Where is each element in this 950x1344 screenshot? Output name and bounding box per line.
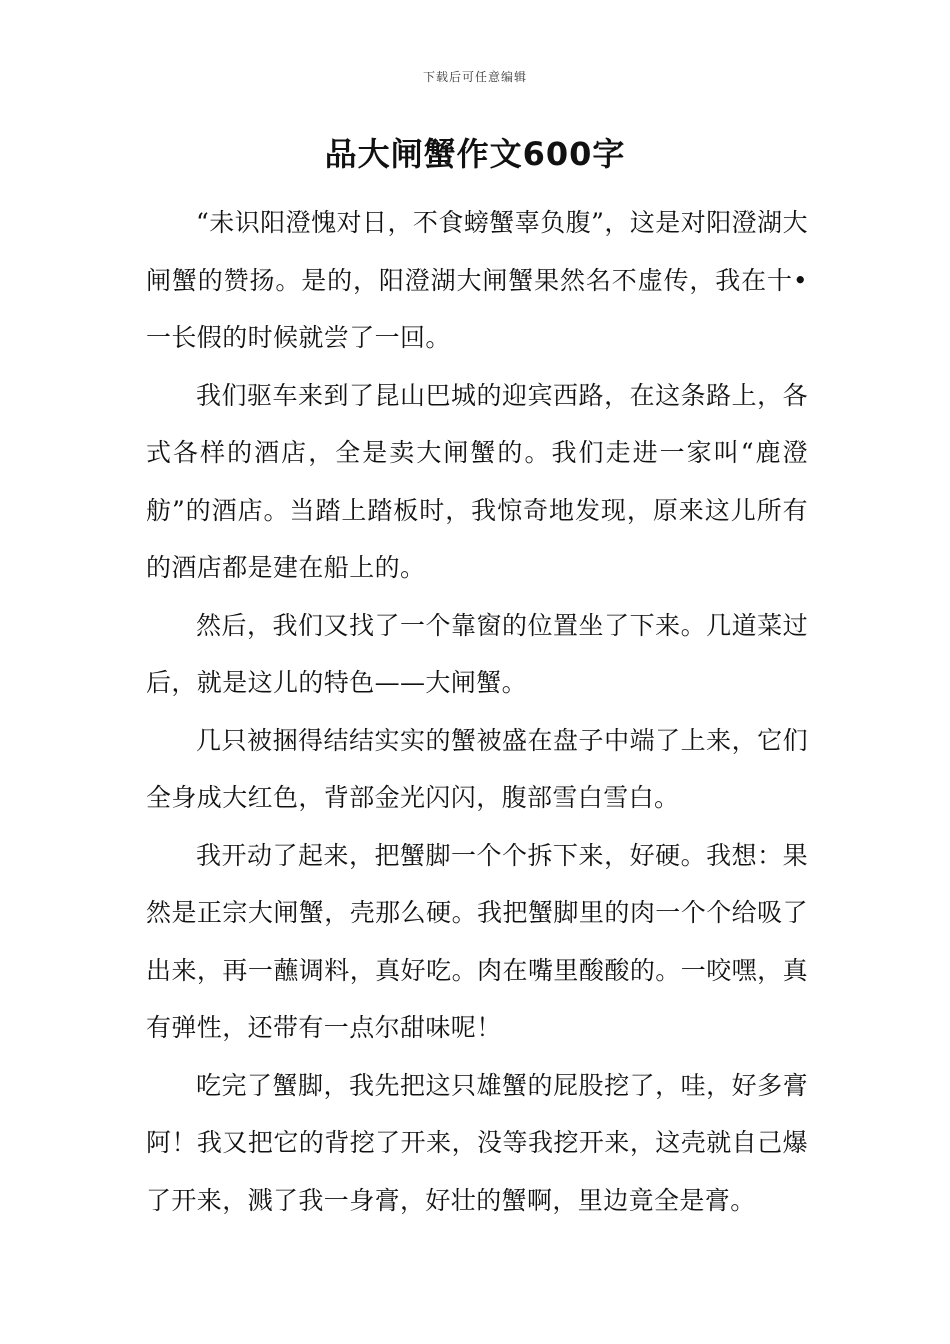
header-note: 下载后可任意编辑 <box>422 70 527 84</box>
paragraph-6: 吃完了蟹脚，我先把这只雄蟹的屁股挖了，哇，好多膏阿！我又把它的背挖了开来，没等我挖开来，这壳就自己爆了开来，溅了我一身膏，好壮的蟹啊，里边竟全是膏。 <box>146 1070 808 1215</box>
essay-body <box>146 194 808 1229</box>
paragraph-5: 我开动了起来，把蟹脚一个个拆下来，好硬。我想：果然是正宗大闸蟹，壳那么硬。我把蟹脚里的肉一个个给吸了出来，再一蘸调料，真好吃。肉在嘴里酸酸的。一咬嘿，真有弹性，还带有一点尔甜味呢！ <box>146 840 808 1042</box>
paragraph-1: “未识阳澄愧对日，不食螃蟹辜负腹”，这是对阳澄湖大闸蟹的赞扬。是的，阳澄湖大闸蟹果然名不虚传，我在十•一长假的时候就尝了一回。 <box>146 208 808 352</box>
paragraph-4: 几只被捆得结结实实的蟹被盛在盘子中端了上来，它们全身成大红色，背部金光闪闪，腹部雪白雪白。 <box>146 725 808 812</box>
paragraph-2: 我们驱车来到了昆山巴城的迎宾西路，在这条路上，各式各样的酒店，全是卖大闸蟹的。我们走进一家叫“鹿澄舫”的酒店。当踏上踏板时，我惊奇地发现，原来这儿所有的酒店都是建在船上的。 <box>146 380 808 582</box>
document-title: 品大闸蟹作文600字 <box>324 135 626 173</box>
paragraph-3: 然后，我们又找了一个靠窗的位置坐了下来。几道菜过后，就是这儿的特色——大闸蟹。 <box>146 610 808 697</box>
